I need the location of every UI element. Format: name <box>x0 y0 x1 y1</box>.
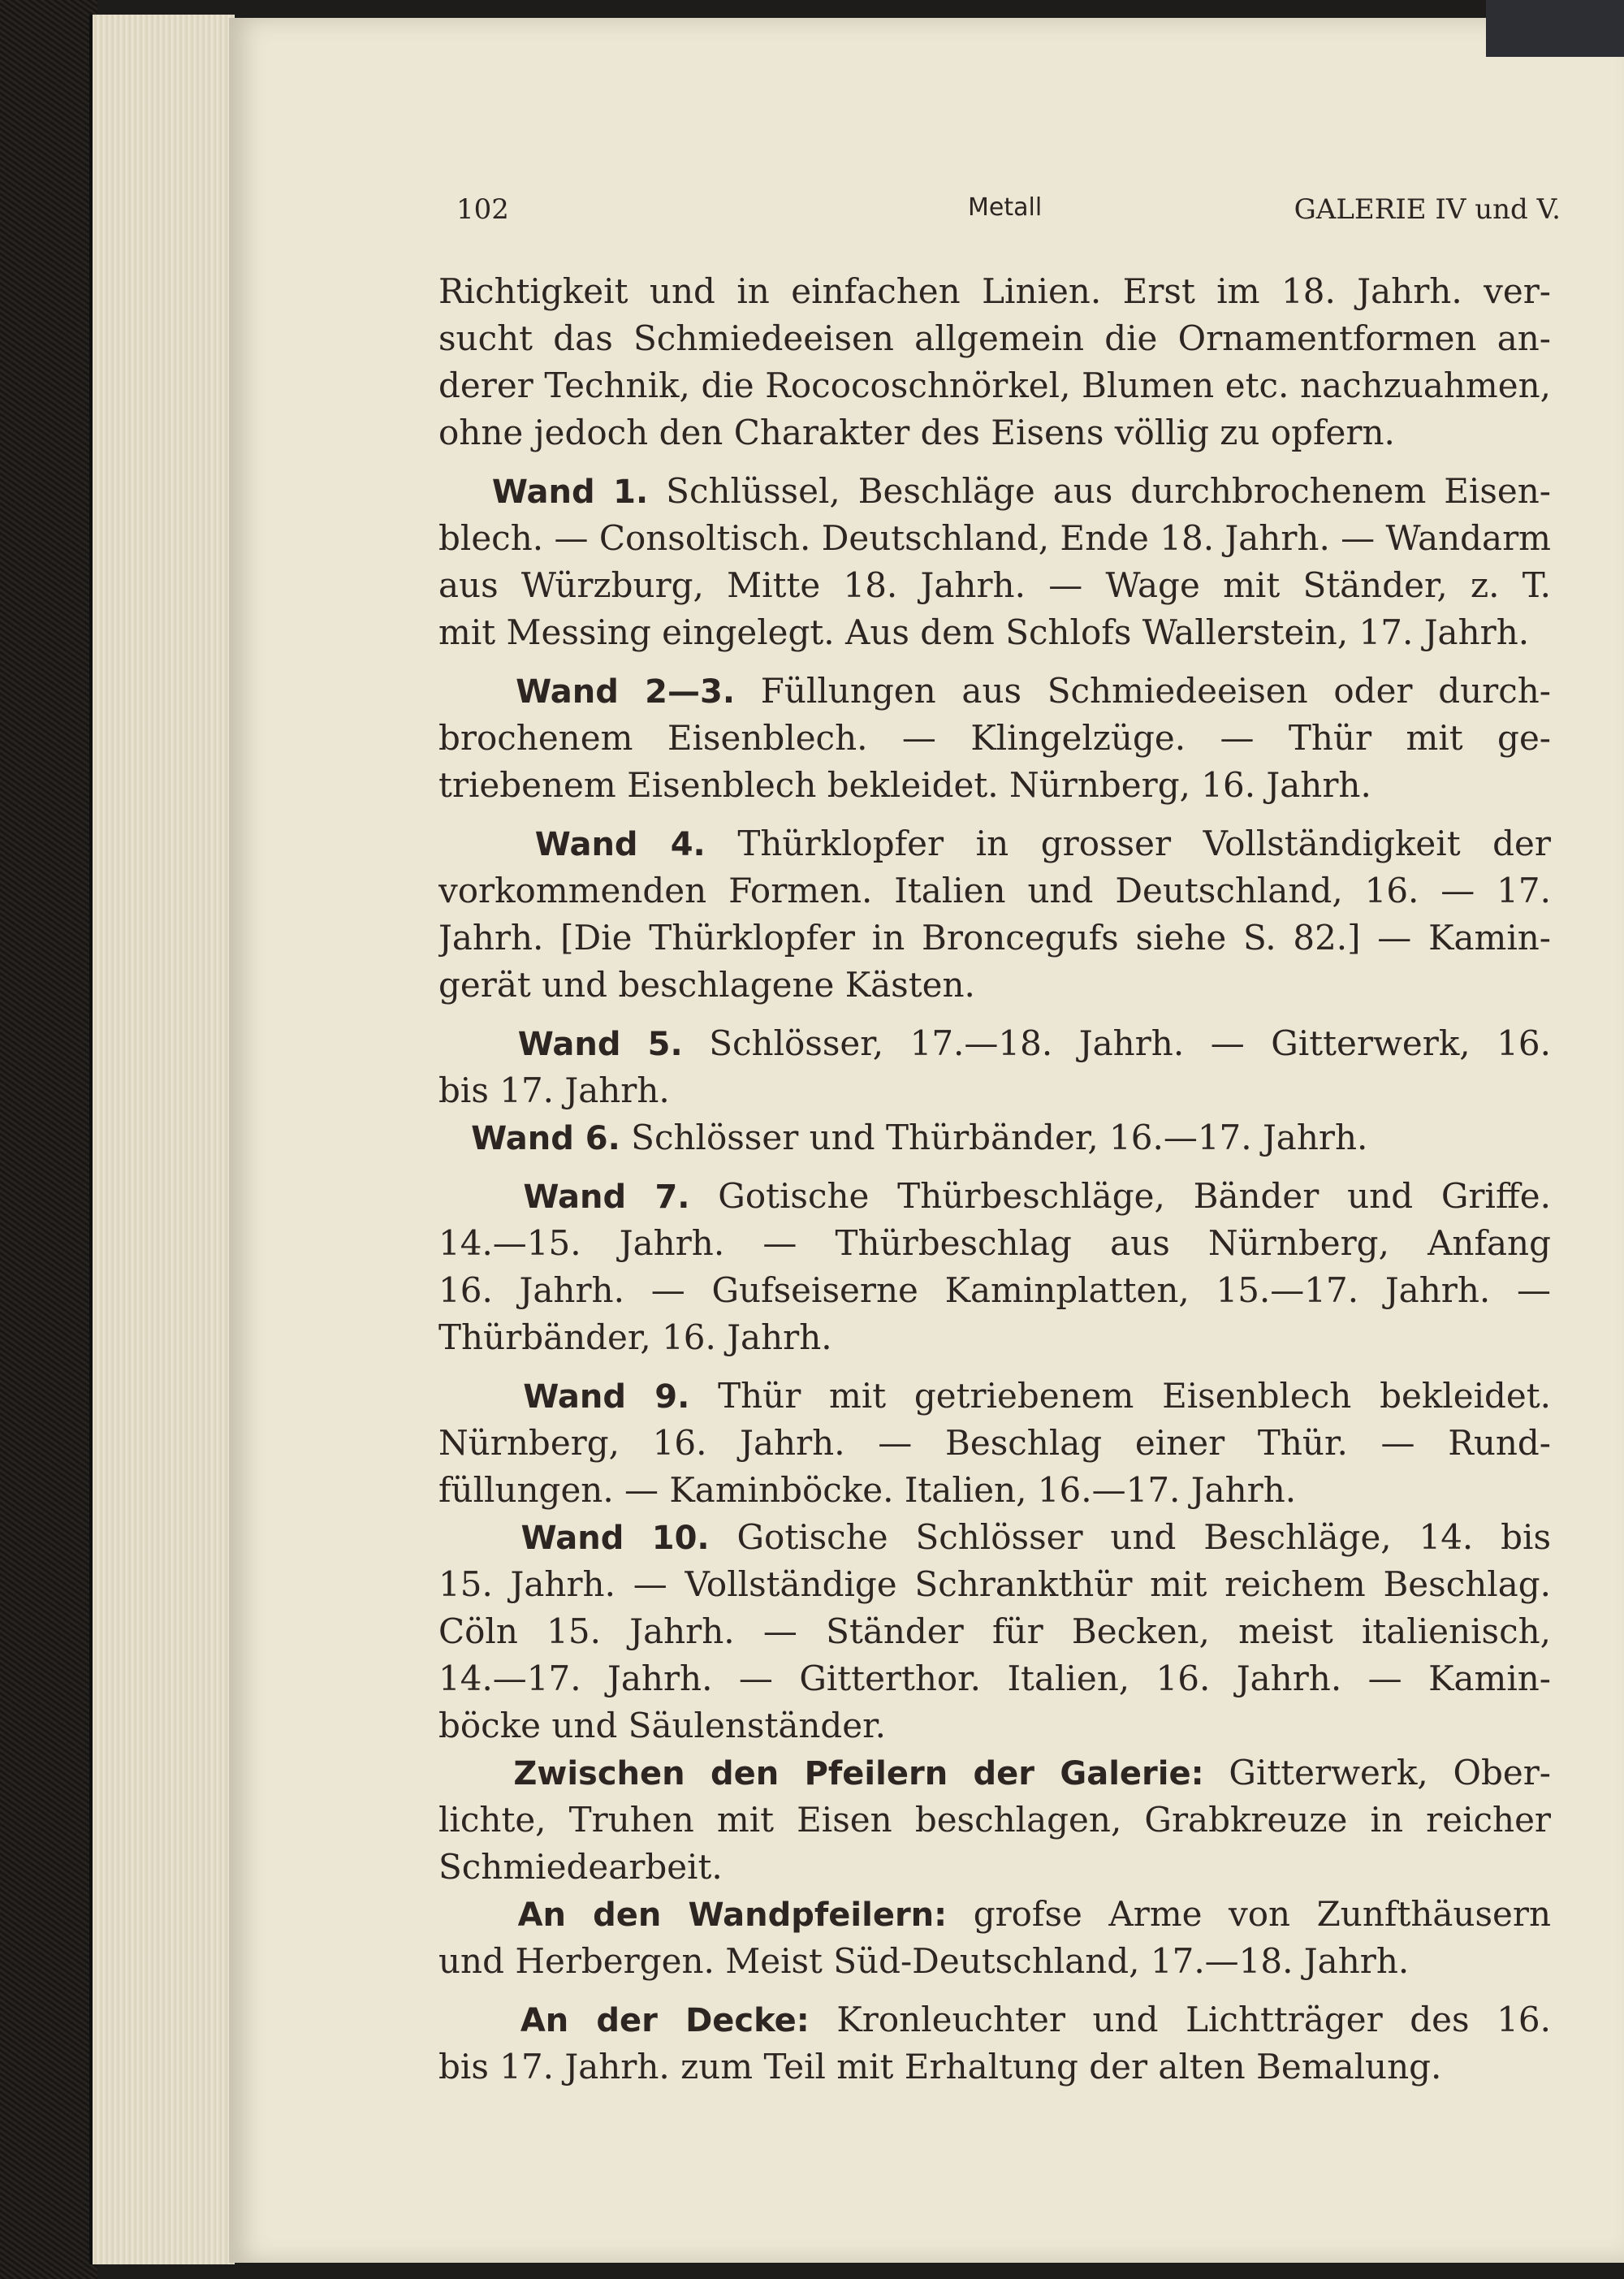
text-line: gerät und beschlagene Kästen. <box>438 965 975 1005</box>
text-line: brochenem Eisenblech. — Klingelzüge. — Thür mit ge- <box>438 718 1551 758</box>
heading-wand-6: Wand 6. <box>471 1120 620 1157</box>
text-line: derer Technik, die Rococoschnörkel, Blumen etc. nachzuahmen, <box>438 365 1551 405</box>
heading-zwischen-pfeilern: Zwischen den Pfeilern der Galerie: <box>513 1755 1204 1792</box>
text-line: füllungen. — Kaminböcke. Italien, 16.—17. Jahrh. <box>438 1470 1297 1510</box>
heading-wand-7: Wand 7. <box>523 1178 690 1216</box>
text-line: mit Messing eingelegt. Aus dem Schlofs Wallerstein, 17. Jahrh. <box>438 612 1530 652</box>
body-text <box>438 268 1551 2091</box>
text-line: Cöln 15. Jahrh. — Ständer für Becken, meist italienisch, <box>438 1611 1551 1651</box>
page-number: 102 <box>456 193 509 226</box>
heading-wand-9: Wand 9. <box>523 1378 690 1416</box>
text-line: bis 17. Jahrh. zum Teil mit Erhaltung der alten Bemalung. <box>438 2047 1442 2087</box>
text-line: 14.—17. Jahrh. — Gitterthor. Italien, 16. Jahrh. — Kamin- <box>438 1658 1551 1698</box>
text-line: Jahrh. [Die Thürklopfer in Broncegufs siehe S. 82.] — Kamin- <box>438 918 1551 958</box>
entry-wand-5: Wand 5. Schlösser, 17.—18. Jahrh. — Gitterwerk, 16. <box>517 1023 1551 1063</box>
text-line: Thürbänder, 16. Jahrh. <box>438 1317 832 1357</box>
text-line: vorkommenden Formen. Italien und Deutschland, 16. — 17. <box>438 871 1551 910</box>
entry-wand-10: Wand 10. Gotische Schlösser und Beschläge, 14. bis <box>520 1517 1551 1557</box>
text-line: sucht das Schmiedeeisen allgemein die Ornamentformen an- <box>438 318 1551 358</box>
text-line: 15. Jahrh. — Vollständige Schrankthür mit reichem Beschlag. <box>438 1564 1551 1604</box>
text-line: Richtigkeit und in einfachen Linien. Erst im 18. Jahrh. ver- <box>438 271 1551 311</box>
text-line: ohne jedoch den Charakter des Eisens völlig zu opfern. <box>438 413 1395 452</box>
entry-wand-2-3: Wand 2—3. Füllungen aus Schmiedeeisen oder durch- <box>516 671 1551 711</box>
text-line: böcke und Säulenständer. <box>438 1706 886 1745</box>
page-edges <box>89 15 235 2264</box>
heading-wandpfeilern: An den Wandpfeilern: <box>517 1896 948 1934</box>
text-line: aus Würzburg, Mitte 18. Jahrh. — Wage mit Ständer, z. T. <box>438 565 1551 605</box>
entry-wand-4: Wand 4. Thürklopfer in grosser Vollständigkeit der <box>534 824 1551 863</box>
heading-decke: An der Decke: <box>520 2002 810 2039</box>
heading-wand-1: Wand 1. <box>491 474 649 511</box>
heading-wand-2-3: Wand 2—3. <box>516 673 736 711</box>
book-spine <box>0 0 97 2279</box>
heading-wand-10: Wand 10. <box>520 1520 710 1557</box>
text-line: Schmiedearbeit. <box>438 1847 723 1887</box>
text-line: Nürnberg, 16. Jahrh. — Beschlag einer Thür. — Rund- <box>438 1423 1551 1463</box>
text-line: 16. Jahrh. — Gufseiserne Kaminplatten, 15.—17. Jahrh. — <box>438 1270 1551 1310</box>
entry-wand-6: Wand 6. Schlösser und Thürbänder, 16.—17. Jahrh. <box>471 1118 1368 1157</box>
text-line: triebenem Eisenblech bekleidet. Nürnberg, 16. Jahrh. <box>438 765 1371 805</box>
heading-wand-4: Wand 4. <box>534 826 706 863</box>
heading-wand-5: Wand 5. <box>517 1026 683 1063</box>
entry-wand-7: Wand 7. Gotische Thürbeschläge, Bänder und Griffe. <box>523 1176 1551 1216</box>
text-line: und Herbergen. Meist Süd-Deutschland, 17.—18. Jahrh. <box>438 1941 1410 1981</box>
text-line: 14.—15. Jahrh. — Thürbeschlag aus Nürnberg, Anfang <box>438 1223 1551 1263</box>
entry-zwischen-pfeilern: Zwischen den Pfeilern der Galerie: Gitterwerk, Ober- <box>513 1753 1551 1792</box>
entry-decke: An der Decke: Kronleuchter und Lichtträger des 16. <box>520 2000 1551 2039</box>
running-head <box>456 188 1561 237</box>
entry-wand-1: Wand 1. Schlüssel, Beschläge aus durchbrochenem Eisen- <box>491 471 1551 511</box>
text-line: bis 17. Jahrh. <box>438 1070 670 1110</box>
entry-wandpfeilern: An den Wandpfeilern: grofse Arme von Zunfthäusern <box>517 1894 1551 1934</box>
entry-wand-9: Wand 9. Thür mit getriebenem Eisenblech bekleidet. <box>523 1376 1551 1416</box>
text-line: lichte, Truhen mit Eisen beschlagen, Grabkreuze in reicher <box>438 1800 1551 1840</box>
gallery-title: GALERIE IV und V. <box>1294 193 1561 226</box>
text-line: blech. — Consoltisch. Deutschland, Ende 18. Jahrh. — Wandarm <box>438 518 1551 558</box>
section-title: Metall <box>968 193 1043 222</box>
background-corner <box>1486 0 1624 57</box>
